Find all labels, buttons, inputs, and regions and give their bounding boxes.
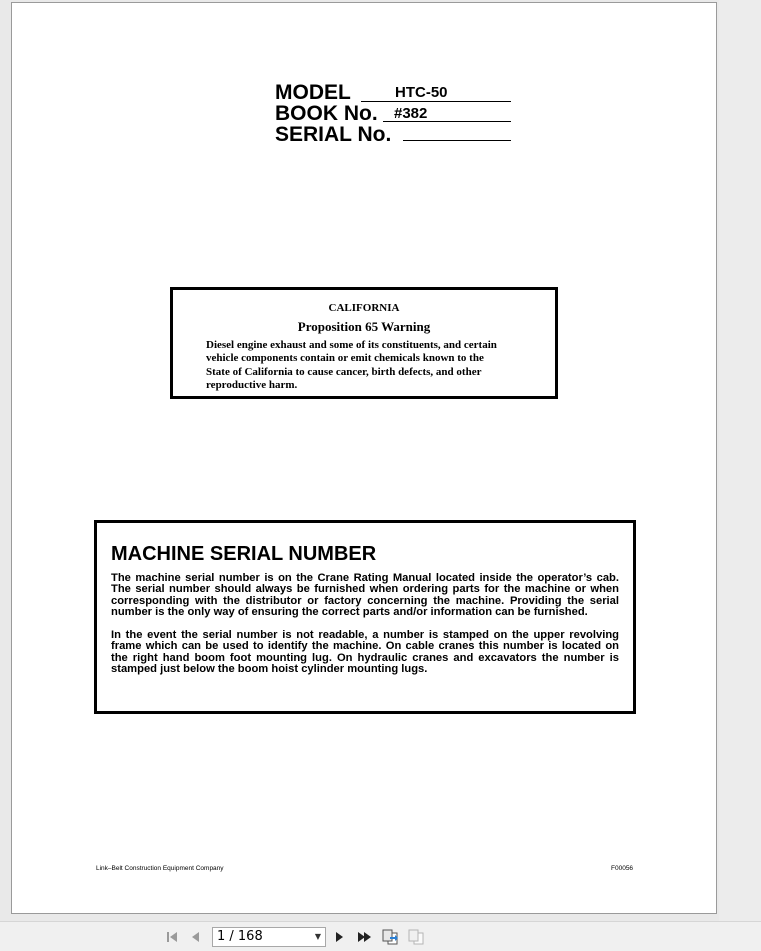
last-page-icon[interactable] — [355, 928, 373, 946]
serial-box-paragraph-2: In the event the serial number is not readable, a number is stamped on the upper revolving frame which can be used to identify the machine. On cable cranes this number is located on the right hand boom foot mounting lug. On hydraulic cranes and excavators the number is stamped just below the boom hoist cylinder mounting lugs. — [111, 629, 619, 676]
serial-number-box — [94, 520, 636, 714]
serial-label: SERIAL No. — [275, 123, 392, 146]
book-value: #382 — [394, 105, 428, 122]
first-page-icon[interactable] — [163, 928, 181, 946]
model-underline — [361, 101, 511, 102]
page-number-select[interactable] — [212, 927, 326, 947]
serial-underline — [403, 140, 511, 141]
prop65-line: vehicle components contain or emit chemicals known to the — [206, 352, 484, 365]
prop65-body — [206, 339, 536, 392]
document-page — [11, 2, 717, 914]
prop65-warning-box — [170, 287, 558, 399]
chevron-down-icon: ▼ — [314, 932, 321, 941]
serial-box-title: MACHINE SERIAL NUMBER — [111, 543, 377, 565]
prev-page-icon[interactable] — [187, 928, 205, 946]
page-navigation-toolbar — [0, 921, 761, 951]
model-value: HTC-50 — [395, 84, 448, 101]
page-indicator: 1 / 168 — [217, 929, 263, 944]
next-view-icon[interactable] — [407, 928, 425, 946]
scroll-gutter — [719, 0, 761, 921]
prop65-line: Diesel engine exhaust and some of its constituents, and certain — [206, 339, 497, 351]
book-label: BOOK No. — [275, 102, 378, 125]
prop65-line: State of California to cause cancer, birth defects, and other — [206, 365, 482, 378]
prop65-line: reproductive harm. — [206, 378, 298, 391]
next-page-icon[interactable] — [331, 928, 349, 946]
model-label: MODEL — [275, 81, 351, 104]
prop65-title: Proposition 65 Warning — [297, 319, 431, 334]
footer-company: Link–Belt Construction Equipment Company — [96, 865, 224, 872]
serial-box-paragraph-1: The machine serial number is on the Crane Rating Manual located inside the operator’s cab. The serial number should always be furnished when ordering parts for the machine or when corresponding with the distributor or factory concerning the machine. Providing the serial number is the only way of ensuring the correct parts and/or information can be furnished. — [111, 572, 619, 619]
prop65-state: CALIFORNIA — [328, 302, 400, 314]
prev-view-icon[interactable] — [381, 928, 399, 946]
footer-code: F00056 — [611, 865, 634, 872]
